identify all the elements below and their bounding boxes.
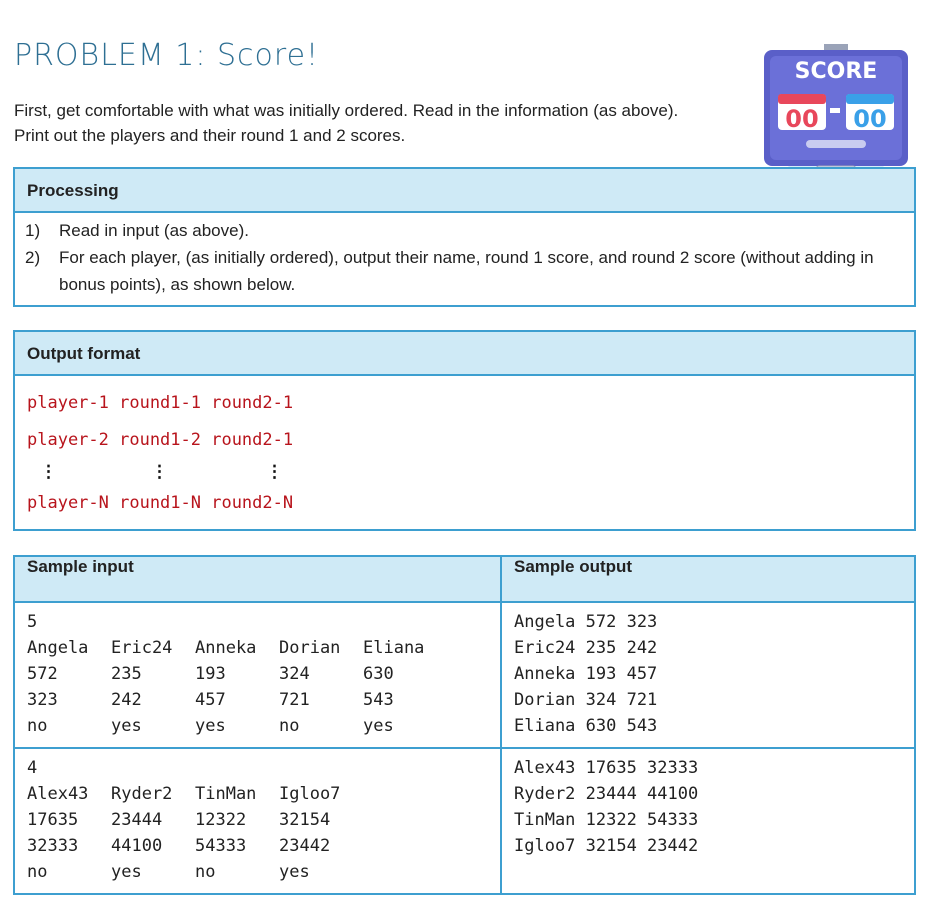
input-value: yes: [363, 716, 394, 736]
input-row: [27, 781, 490, 807]
input-value: 5: [27, 612, 38, 632]
input-value: 17635: [27, 810, 79, 830]
input-value: Eliana: [363, 638, 425, 658]
step-text: Read in input (as above).: [59, 221, 249, 240]
input-value: 235: [111, 664, 142, 684]
input-value: 44100: [111, 836, 163, 856]
sample-output-heading: Sample output: [501, 556, 915, 602]
output-row: Alex43 17635 32333: [514, 758, 699, 778]
output-format-box: [13, 330, 916, 531]
samples-table: [13, 555, 916, 895]
badge-right-digits: 00: [853, 105, 887, 133]
step-number: 1): [25, 221, 41, 240]
input-value: Angela: [27, 638, 89, 658]
input-row: [27, 807, 490, 833]
input-value: 242: [111, 690, 142, 710]
sample-input-cell: [14, 748, 501, 894]
sample-output-cell: [501, 748, 915, 894]
format-line: player-N round1-N round2-N: [27, 493, 294, 513]
input-value: 543: [363, 690, 394, 710]
badge-label: SCORE: [794, 59, 878, 84]
input-value: no: [27, 716, 48, 736]
input-value: yes: [195, 716, 226, 736]
output-row: TinMan 12322 54333: [514, 810, 699, 830]
input-row: [27, 687, 490, 713]
input-value: 323: [27, 690, 58, 710]
input-row: [27, 661, 490, 687]
input-value: 23442: [279, 836, 331, 856]
sample-output-cell: [501, 602, 915, 748]
intro-text: [14, 98, 678, 148]
output-row: Angela 572 323: [514, 612, 658, 632]
input-value: 23444: [111, 810, 163, 830]
input-value: Ryder2: [111, 784, 173, 804]
input-value: 630: [363, 664, 394, 684]
input-value: 32333: [27, 836, 79, 856]
page-title: PROBLEM 1: Score!: [14, 38, 320, 73]
step-item: [25, 244, 904, 298]
input-row: [27, 755, 490, 781]
intro-line-2: Print out the players and their round 1 and 2 scores.: [14, 126, 406, 145]
intro-line-1: First, get comfortable with what was initially ordered. Read in the information (as above).: [14, 101, 679, 120]
input-value: 457: [195, 690, 226, 710]
input-value: Dorian: [279, 638, 341, 658]
step-number: 2): [25, 248, 41, 267]
output-row: Anneka 193 457: [514, 664, 658, 684]
output-format-heading: Output format: [15, 332, 914, 376]
output-row: Dorian 324 721: [514, 690, 658, 710]
input-row: [27, 833, 490, 859]
sample-input-cell: [14, 602, 501, 748]
vertical-ellipsis-icon: ⋮: [151, 462, 168, 482]
input-value: TinMan: [195, 784, 257, 804]
input-value: Anneka: [195, 638, 257, 658]
input-value: no: [195, 862, 216, 882]
output-row: Eliana 630 543: [514, 716, 658, 736]
input-value: 12322: [195, 810, 247, 830]
format-line: player-2 round1-2 round2-1: [27, 430, 294, 450]
badge-left-digits: 00: [785, 105, 819, 133]
input-value: 324: [279, 664, 310, 684]
input-value: Igloo7: [279, 784, 341, 804]
step-item: [25, 217, 904, 244]
input-value: 193: [195, 664, 226, 684]
input-row: [27, 609, 490, 635]
processing-box: [13, 167, 916, 307]
output-row: Ryder2 23444 44100: [514, 784, 699, 804]
sample-input-heading: Sample input: [14, 556, 501, 602]
input-row: [27, 859, 490, 885]
input-value: 721: [279, 690, 310, 710]
input-value: 4: [27, 758, 38, 778]
input-value: 32154: [279, 810, 331, 830]
input-value: yes: [279, 862, 310, 882]
input-value: Eric24: [111, 638, 173, 658]
input-row: [27, 635, 490, 661]
format-ellipsis: [27, 462, 914, 488]
input-value: no: [279, 716, 300, 736]
input-row: [27, 713, 490, 739]
step-text: For each player, (as initially ordered), output their name, round 1 score, and round 2 score (without adding in bonus points), as shown below.: [59, 248, 874, 294]
processing-heading: Processing: [15, 169, 914, 213]
input-value: yes: [111, 862, 142, 882]
input-value: 54333: [195, 836, 247, 856]
input-value: yes: [111, 716, 142, 736]
input-value: no: [27, 862, 48, 882]
format-line: player-1 round1-1 round2-1: [27, 393, 294, 413]
output-row: Igloo7 32154 23442: [514, 836, 699, 856]
output-row: Eric24 235 242: [514, 638, 658, 658]
vertical-ellipsis-icon: ⋮: [266, 462, 283, 482]
input-value: 572: [27, 664, 58, 684]
vertical-ellipsis-icon: ⋮: [40, 462, 57, 482]
input-value: Alex43: [27, 784, 89, 804]
